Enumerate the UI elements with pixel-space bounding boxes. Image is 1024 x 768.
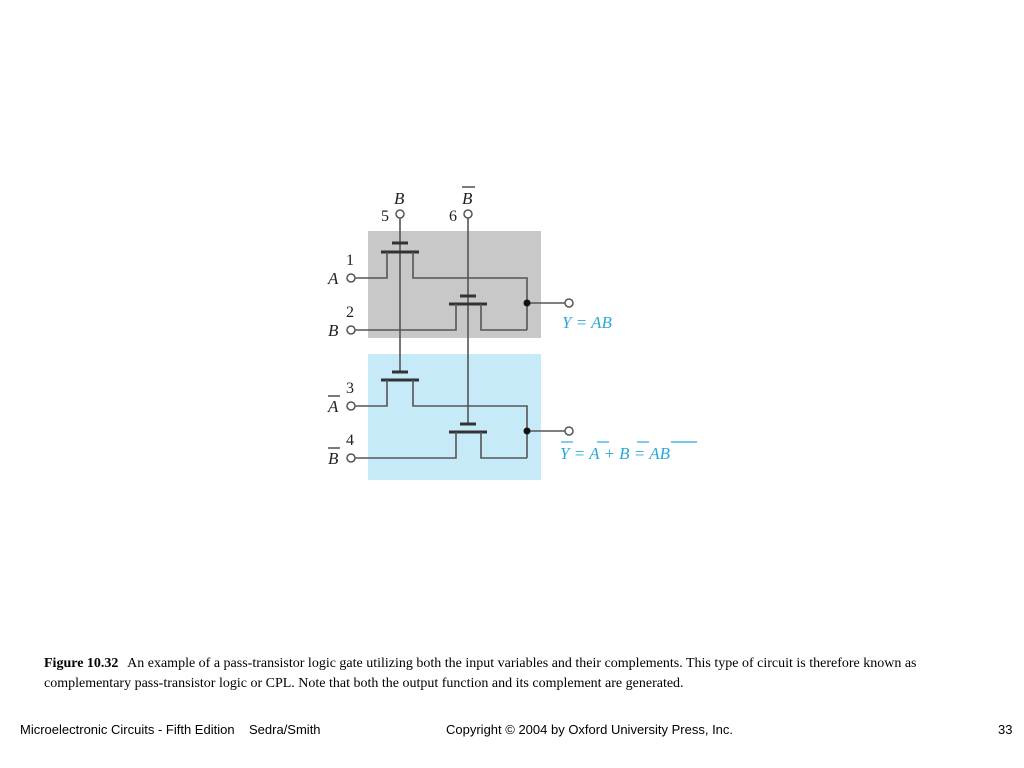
input-terminal-5: [381, 189, 405, 225]
terminal-number-1: 1: [346, 252, 354, 269]
caption-text: An example of a pass-transistor logic gate utilizing both the input variables and their complements. This type of circuit is therefore known as complementary pass-transistor logic or CPL. Note that both the output function and its complement are generated.: [44, 656, 917, 691]
upper-gate-block: [368, 231, 541, 338]
figure-number: Figure 10.32: [44, 656, 119, 671]
figure-caption: [44, 654, 984, 694]
input-terminal-1: [327, 252, 355, 288]
footer-page-number: 33: [998, 722, 1013, 737]
footer-book: Microelectronic Circuits - Fifth Edition Sedra/Smith: [20, 722, 321, 737]
terminal-number-6: 6: [449, 208, 457, 225]
terminal-number-3: 3: [346, 380, 354, 397]
terminal-number-4: 4: [346, 432, 354, 449]
terminal-variable-5: B: [394, 189, 405, 208]
terminal-variable-2: B: [328, 321, 339, 340]
terminal-number-2: 2: [346, 304, 354, 321]
terminal-variable-3: A: [328, 397, 339, 416]
input-terminal-3: [327, 380, 355, 416]
terminal-number-5: 5: [381, 208, 389, 225]
output-y-label: Y = AB: [562, 313, 612, 332]
input-terminal-6: [449, 187, 475, 225]
terminal-variable-1: A: [328, 269, 339, 288]
output-y-complement-label: Y = A + B = AB: [560, 444, 670, 463]
input-terminal-4: [328, 432, 355, 468]
terminal-variable-4: B: [328, 449, 339, 468]
footer-copyright: Copyright © 2004 by Oxford University Press, Inc.: [446, 722, 734, 737]
terminal-variable-6: B: [462, 189, 473, 208]
input-terminal-2: [328, 304, 355, 340]
